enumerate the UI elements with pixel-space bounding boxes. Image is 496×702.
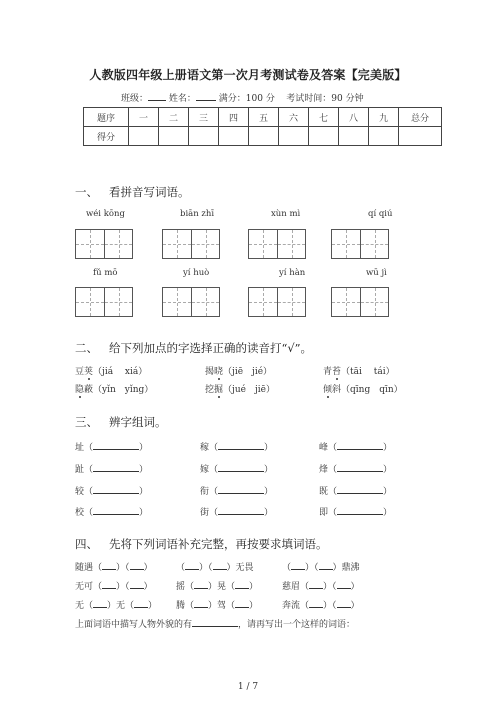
score-header-cell: 九 xyxy=(369,108,399,127)
score-header-cell: 三 xyxy=(189,108,219,127)
idiom-item xyxy=(176,579,258,592)
pinyin-options: （jiá xiá） xyxy=(93,367,148,377)
answer-blank[interactable] xyxy=(134,599,148,608)
page-number: 1 / 7 xyxy=(237,682,259,692)
word: 豆荚 xyxy=(75,367,94,377)
word: 挖掘 xyxy=(205,385,224,395)
character: 峰 xyxy=(319,443,329,453)
idiom-text: 无可（ xyxy=(75,582,103,592)
score-cell[interactable] xyxy=(189,127,219,146)
answer-blank[interactable] xyxy=(102,561,116,570)
section-1-heading xyxy=(75,184,189,200)
score-header-cell: 五 xyxy=(249,108,279,127)
word: 揭晓 xyxy=(205,367,224,377)
idiom-item xyxy=(176,560,254,573)
answer-blank[interactable] xyxy=(337,463,383,472)
idiom-text: ）（ xyxy=(323,601,337,611)
score-header-cell: 八 xyxy=(339,108,369,127)
char-compound-item: 校（ ） xyxy=(75,508,149,518)
writing-grid[interactable] xyxy=(75,229,133,259)
char-compound-item: 烽（ ） xyxy=(319,465,393,475)
pinyin: biān zhī xyxy=(180,209,215,219)
name-blank[interactable] xyxy=(196,92,216,101)
idiom-text: ）（ xyxy=(116,563,130,573)
idiom-text: 摇（ xyxy=(176,582,195,592)
score-header-cell: 二 xyxy=(159,108,189,127)
idiom-text: ）鼎沸 xyxy=(332,563,360,573)
idiom-text: （ xyxy=(282,563,292,573)
score-header-cell: 总分 xyxy=(399,108,442,127)
writing-grid[interactable] xyxy=(162,229,220,259)
score-row-label: 得分 xyxy=(84,127,129,146)
section-4-heading xyxy=(75,536,327,552)
pinyin: wū jì xyxy=(366,268,387,278)
pinyin: yí hàn xyxy=(279,268,306,278)
answer-blank[interactable] xyxy=(185,561,199,570)
answer-blank[interactable] xyxy=(337,599,351,608)
character: 较 xyxy=(75,487,85,497)
idiom-item xyxy=(176,598,258,611)
char-compound-item: 趾（ ） xyxy=(75,465,149,475)
char-compound-item: 较（ ） xyxy=(75,487,149,497)
idiom-text: ） xyxy=(249,582,259,592)
char-compound-item: 衔（ ） xyxy=(200,487,274,497)
word: 倾斜 xyxy=(323,385,342,395)
full-score: 满分：100 分 xyxy=(218,94,275,104)
score-header-cell: 四 xyxy=(219,108,249,127)
section-number: 四、 xyxy=(75,537,98,551)
idiom-text: ） xyxy=(249,601,259,611)
reading-choice-item[interactable] xyxy=(75,382,153,395)
writing-grid[interactable] xyxy=(248,229,306,259)
idiom-text: ） xyxy=(350,582,360,592)
idiom-text: ）无（ xyxy=(107,601,135,611)
class-label: 班级： xyxy=(121,94,149,104)
char-compound-item: 址（ ） xyxy=(75,443,149,453)
idiom-text: ） xyxy=(143,582,153,592)
answer-blank[interactable] xyxy=(218,485,264,494)
idiom-text: ）驾（ xyxy=(208,601,236,611)
char-compound-item: 嫁（ ） xyxy=(200,465,274,475)
section-2-heading xyxy=(75,340,312,356)
section-number: 三、 xyxy=(75,415,98,429)
answer-blank[interactable] xyxy=(93,506,139,515)
word: 青苔 xyxy=(323,367,342,377)
idiom-text: ） xyxy=(350,601,360,611)
score-header-cell: 题序 xyxy=(84,108,129,127)
section-text: 给下列加点的字选择正确的读音打“√”。 xyxy=(108,341,313,355)
answer-blank[interactable] xyxy=(291,561,305,570)
character: 趾 xyxy=(75,465,85,475)
answer-blank[interactable] xyxy=(309,580,323,589)
answer-blank[interactable] xyxy=(337,506,383,515)
answer-blank[interactable] xyxy=(235,599,249,608)
answer-blank[interactable] xyxy=(93,485,139,494)
answer-blank[interactable] xyxy=(93,441,139,450)
score-cell[interactable] xyxy=(399,127,442,146)
pinyin: yí huò xyxy=(183,268,210,278)
pinyin-options: （jiē jié） xyxy=(223,367,273,377)
answer-blank[interactable] xyxy=(102,580,116,589)
writing-grid[interactable] xyxy=(331,287,389,317)
score-cell[interactable] xyxy=(279,127,309,146)
idiom-text: ）（ xyxy=(199,563,213,573)
character: 校 xyxy=(75,508,85,518)
answer-blank[interactable] xyxy=(93,463,139,472)
idiom-item xyxy=(282,598,360,611)
idiom-text: 腾（ xyxy=(176,601,195,611)
char-compound-item: 峰（ ） xyxy=(319,443,393,453)
reading-choice-item[interactable] xyxy=(323,364,395,377)
answer-blank[interactable] xyxy=(218,441,264,450)
character: 稼 xyxy=(200,443,210,453)
answer-blank[interactable] xyxy=(192,618,238,627)
score-cell[interactable] xyxy=(249,127,279,146)
page-title: 人教版四年级上册语文第一次月考测试卷及答案【完美版】 xyxy=(89,68,407,82)
reading-choice-item[interactable] xyxy=(323,382,403,395)
score-table xyxy=(83,107,442,146)
idiom-item xyxy=(75,579,153,592)
writing-grid[interactable] xyxy=(75,287,133,317)
reading-choice-item[interactable] xyxy=(205,382,275,395)
section-3-heading xyxy=(75,414,166,430)
idiom-text: （ xyxy=(176,563,186,573)
idiom-text: ） xyxy=(143,563,153,573)
idiom-text: ）无畏 xyxy=(226,563,254,573)
class-blank[interactable] xyxy=(148,92,166,101)
writing-grid[interactable] xyxy=(331,229,389,259)
char-compound-item: 稼（ ） xyxy=(200,443,274,453)
idiom-text: 慈眉（ xyxy=(282,582,310,592)
writing-grid[interactable] xyxy=(248,287,306,317)
instruction-text: ，请再写出一个这样的词语： xyxy=(238,620,356,630)
score-header-cell: 七 xyxy=(309,108,339,127)
answer-blank[interactable] xyxy=(130,561,144,570)
section-text: 辨字组词。 xyxy=(108,415,167,429)
answer-blank[interactable] xyxy=(93,599,107,608)
name-label: 姓名： xyxy=(168,94,196,104)
writing-grid[interactable] xyxy=(162,287,220,317)
pinyin: wéi kōng xyxy=(86,209,125,219)
exam-time: 考试时间：90 分钟 xyxy=(286,94,364,104)
score-cell[interactable] xyxy=(129,127,159,146)
pinyin-options: （jué jiē） xyxy=(223,385,275,395)
reading-choice-item[interactable] xyxy=(205,364,272,377)
char-compound-item: 街（ ） xyxy=(200,508,274,518)
answer-blank[interactable] xyxy=(194,599,208,608)
answer-blank[interactable] xyxy=(218,463,264,472)
char-compound-item: 即（ ） xyxy=(319,508,393,518)
character: 街 xyxy=(200,508,210,518)
pinyin: xùn mì xyxy=(271,209,301,219)
answer-blank[interactable] xyxy=(337,441,383,450)
pinyin: qí qiú xyxy=(368,209,393,219)
idiom-text: 无（ xyxy=(75,601,94,611)
exam-info xyxy=(121,91,364,104)
idiom-text: ）（ xyxy=(323,582,337,592)
score-header-row xyxy=(84,108,442,127)
char-compound-item: 既（ ） xyxy=(319,487,393,497)
word: 隐蔽 xyxy=(75,385,94,395)
idiom-text: 随遇（ xyxy=(75,563,103,573)
pinyin-options: （qīng qīn） xyxy=(341,385,403,395)
answer-blank[interactable] xyxy=(194,580,208,589)
idiom-item xyxy=(75,598,157,611)
score-header-cell: 一 xyxy=(129,108,159,127)
idiom-text: ）晃（ xyxy=(208,582,236,592)
pinyin-options: （tāi tái） xyxy=(341,367,395,377)
answer-blank[interactable] xyxy=(213,561,227,570)
idiom-item xyxy=(75,560,153,573)
answer-blank[interactable] xyxy=(337,485,383,494)
character: 烽 xyxy=(319,465,329,475)
character: 即 xyxy=(319,508,329,518)
pinyin: fǔ mō xyxy=(93,268,118,278)
score-row xyxy=(84,127,442,146)
score-cell[interactable] xyxy=(369,127,399,146)
score-cell[interactable] xyxy=(339,127,369,146)
idiom-text: ）（ xyxy=(305,563,319,573)
idiom-text: ） xyxy=(148,601,158,611)
answer-blank[interactable] xyxy=(130,580,144,589)
answer-blank[interactable] xyxy=(218,506,264,515)
score-cell[interactable] xyxy=(219,127,249,146)
section-text: 看拼音写词语。 xyxy=(108,185,190,199)
answer-blank[interactable] xyxy=(337,580,351,589)
answer-blank[interactable] xyxy=(319,561,333,570)
character: 既 xyxy=(319,487,329,497)
character: 嫁 xyxy=(200,465,210,475)
character: 址 xyxy=(75,443,85,453)
answer-blank[interactable] xyxy=(235,580,249,589)
section-number: 一、 xyxy=(75,185,98,199)
idiom-item xyxy=(282,560,360,573)
pinyin-options: （yǐn yǐng） xyxy=(93,385,154,395)
character: 衔 xyxy=(200,487,210,497)
instruction-text: 上面词语中描写人物外貌的有 xyxy=(75,620,193,630)
reading-choice-item[interactable] xyxy=(75,364,147,377)
idiom-text: 奔流（ xyxy=(282,601,310,611)
fill-instruction xyxy=(75,617,355,630)
section-text: 先将下列词语补充完整，再按要求填词语。 xyxy=(108,537,328,551)
score-header-cell: 六 xyxy=(279,108,309,127)
section-number: 二、 xyxy=(75,341,98,355)
score-cell[interactable] xyxy=(309,127,339,146)
score-cell[interactable] xyxy=(159,127,189,146)
idiom-text: ）（ xyxy=(116,582,130,592)
answer-blank[interactable] xyxy=(309,599,323,608)
idiom-item xyxy=(282,579,360,592)
